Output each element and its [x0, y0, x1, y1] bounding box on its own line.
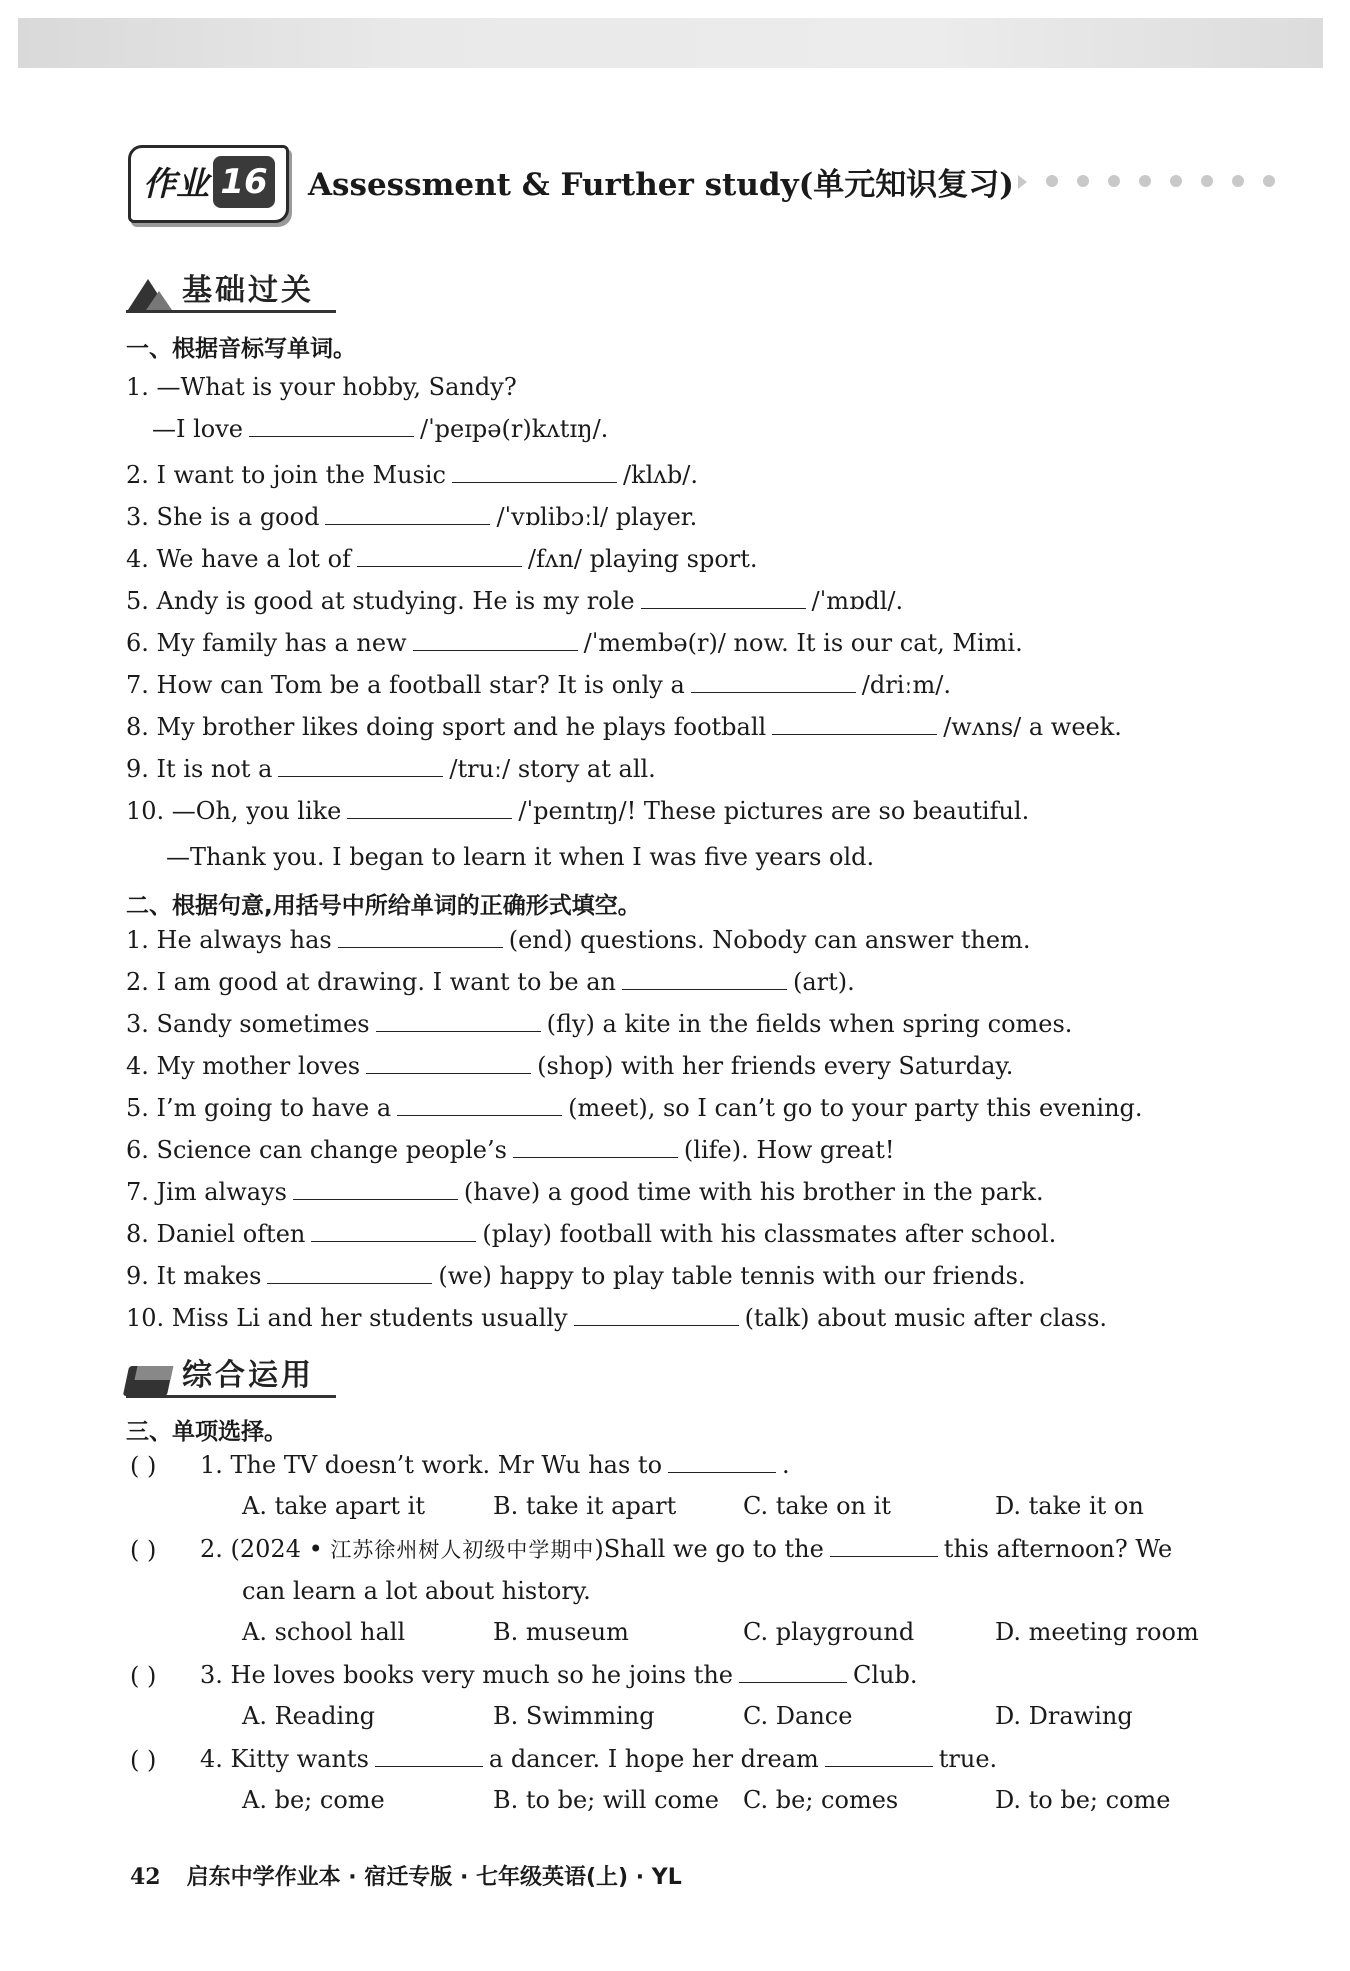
option-b[interactable]: B. museum	[493, 1618, 629, 1646]
answer-blank[interactable]	[338, 925, 503, 948]
answer-blank[interactable]	[622, 967, 787, 990]
exercise-item: 7. Jim always (have) a good time with his brother in the park.	[126, 1178, 1044, 1206]
answer-blank[interactable]	[366, 1051, 531, 1074]
answer-blank[interactable]	[825, 1744, 933, 1767]
option-c[interactable]: C. take on it	[743, 1492, 891, 1520]
scan-shadow	[18, 18, 1323, 68]
option-c[interactable]: C. be; comes	[743, 1786, 899, 1814]
exercise-item: 2. I want to join the Music /klʌb/.	[126, 461, 698, 489]
answer-blank[interactable]	[413, 628, 578, 651]
answer-blank[interactable]	[830, 1534, 938, 1557]
exercise-item: —I love /ˈpeɪpə(r)kʌtɪŋ/.	[152, 415, 609, 443]
exercise-item: 9. It makes (we) happy to play table tennis with our friends.	[126, 1262, 1026, 1290]
page-number: 42	[130, 1864, 161, 1890]
option-d[interactable]: D. Drawing	[995, 1702, 1133, 1730]
answer-blank[interactable]	[376, 1009, 541, 1032]
assignment-header	[128, 145, 1318, 225]
option-a[interactable]: A. Reading	[242, 1702, 376, 1730]
question-stem: 4. Kitty wants a dancer. I hope her dream true.	[200, 1745, 998, 1773]
answer-blank[interactable]	[249, 414, 414, 437]
answer-blank[interactable]	[668, 1450, 776, 1473]
answer-blank[interactable]	[311, 1219, 476, 1242]
answer-blank[interactable]	[278, 754, 443, 777]
answer-blank[interactable]	[267, 1261, 432, 1284]
part-one-heading: 一、根据音标写单词。	[126, 336, 356, 362]
answer-paren[interactable]: ( )	[130, 1662, 157, 1690]
option-b[interactable]: B. take it apart	[493, 1492, 677, 1520]
exercise-item: 8. My brother likes doing sport and he plays football /wʌns/ a week.	[126, 713, 1122, 741]
exercise-item: 2. I am good at drawing. I want to be an (art).	[126, 968, 855, 996]
question-stem: 3. He loves books very much so he joins the Club.	[200, 1661, 918, 1689]
question-stem: 2. (2024 • 江苏徐州树人初级中学期中)Shall we go to the this afternoon? We	[200, 1535, 1173, 1563]
exercise-item: 6. Science can change people’s (life). How great!	[126, 1136, 895, 1164]
answer-paren[interactable]: ( )	[130, 1746, 157, 1774]
option-c[interactable]: C. Dance	[743, 1702, 853, 1730]
exercise-item: 5. I’m going to have a (meet), so I can’t go to your party this evening.	[126, 1094, 1143, 1122]
section-title: 基础过关	[182, 273, 314, 308]
question-stem: 1. The TV doesn’t work. Mr Wu has to .	[200, 1451, 790, 1479]
section-banner-application	[126, 1350, 336, 1398]
exercise-item: —Thank you. I began to learn it when I was five years old.	[166, 843, 875, 871]
answer-blank[interactable]	[347, 796, 512, 819]
option-b[interactable]: B. to be; will come	[493, 1786, 719, 1814]
exercise-item: 3. Sandy sometimes (fly) a kite in the fields when spring comes.	[126, 1010, 1073, 1038]
answer-blank[interactable]	[772, 712, 937, 735]
exercise-item: 7. How can Tom be a football star? It is only a /driːm/.	[126, 671, 951, 699]
exercise-item: 3. She is a good /ˈvɒlibɔːl/ player.	[126, 503, 698, 531]
exercise-item: 1. He always has (end) questions. Nobody can answer them.	[126, 926, 1031, 954]
exercise-item: 1. —What is your hobby, Sandy?	[126, 373, 517, 401]
part-three-heading: 三、单项选择。	[126, 1419, 287, 1445]
exercise-item: 4. My mother loves (shop) with her friends every Saturday.	[126, 1052, 1014, 1080]
answer-blank[interactable]	[397, 1093, 562, 1116]
answer-blank[interactable]	[375, 1744, 483, 1767]
answer-blank[interactable]	[357, 544, 522, 567]
answer-blank[interactable]	[513, 1135, 678, 1158]
badge-number: 16	[213, 156, 275, 208]
exercise-item: 4. We have a lot of /fʌn/ playing sport.	[126, 545, 758, 573]
option-a[interactable]: A. be; come	[242, 1786, 385, 1814]
page-footer	[130, 1860, 682, 1891]
option-d[interactable]: D. meeting room	[995, 1618, 1199, 1646]
exercise-item: 5. Andy is good at studying. He is my role /ˈmɒdl/.	[126, 587, 904, 615]
exercise-item: 10. —Oh, you like /ˈpeɪntɪŋ/! These pictures are so beautiful.	[126, 797, 1030, 825]
answer-paren[interactable]: ( )	[130, 1452, 157, 1480]
exercise-item: 8. Daniel often (play) football with his classmates after school.	[126, 1220, 1057, 1248]
exercise-item: 6. My family has a new /ˈmembə(r)/ now. It is our cat, Mimi.	[126, 629, 1023, 657]
answer-blank[interactable]	[325, 502, 490, 525]
answer-blank[interactable]	[574, 1303, 739, 1326]
section-title: 综合运用	[182, 1358, 314, 1393]
answer-blank[interactable]	[691, 670, 856, 693]
option-a[interactable]: A. take apart it	[242, 1492, 425, 1520]
badge-label: 作业	[143, 164, 209, 203]
option-b[interactable]: B. Swimming	[493, 1702, 655, 1730]
option-d[interactable]: D. take it on	[995, 1492, 1144, 1520]
book-title: 启东中学作业本 · 宿迁专版 · 七年级英语(上) · YL	[186, 1865, 682, 1890]
option-d[interactable]: D. to be; come	[995, 1786, 1171, 1814]
assignment-badge	[128, 145, 289, 223]
answer-blank[interactable]	[641, 586, 806, 609]
answer-paren[interactable]: ( )	[130, 1536, 157, 1564]
decorative-dots	[1018, 175, 1275, 189]
answer-blank[interactable]	[452, 460, 617, 483]
page-title: Assessment & Further study(单元知识复习)	[308, 167, 1014, 203]
part-two-heading: 二、根据句意,用括号中所给单词的正确形式填空。	[126, 893, 641, 919]
question-stem-cont: can learn a lot about history.	[242, 1577, 591, 1605]
exercise-item: 10. Miss Li and her students usually (talk) about music after class.	[126, 1304, 1108, 1332]
section-banner-basics	[126, 265, 336, 313]
answer-blank[interactable]	[293, 1177, 458, 1200]
option-c[interactable]: C. playground	[743, 1618, 915, 1646]
option-a[interactable]: A. school hall	[242, 1618, 406, 1646]
exercise-item: 9. It is not a /truː/ story at all.	[126, 755, 656, 783]
answer-blank[interactable]	[739, 1660, 847, 1683]
